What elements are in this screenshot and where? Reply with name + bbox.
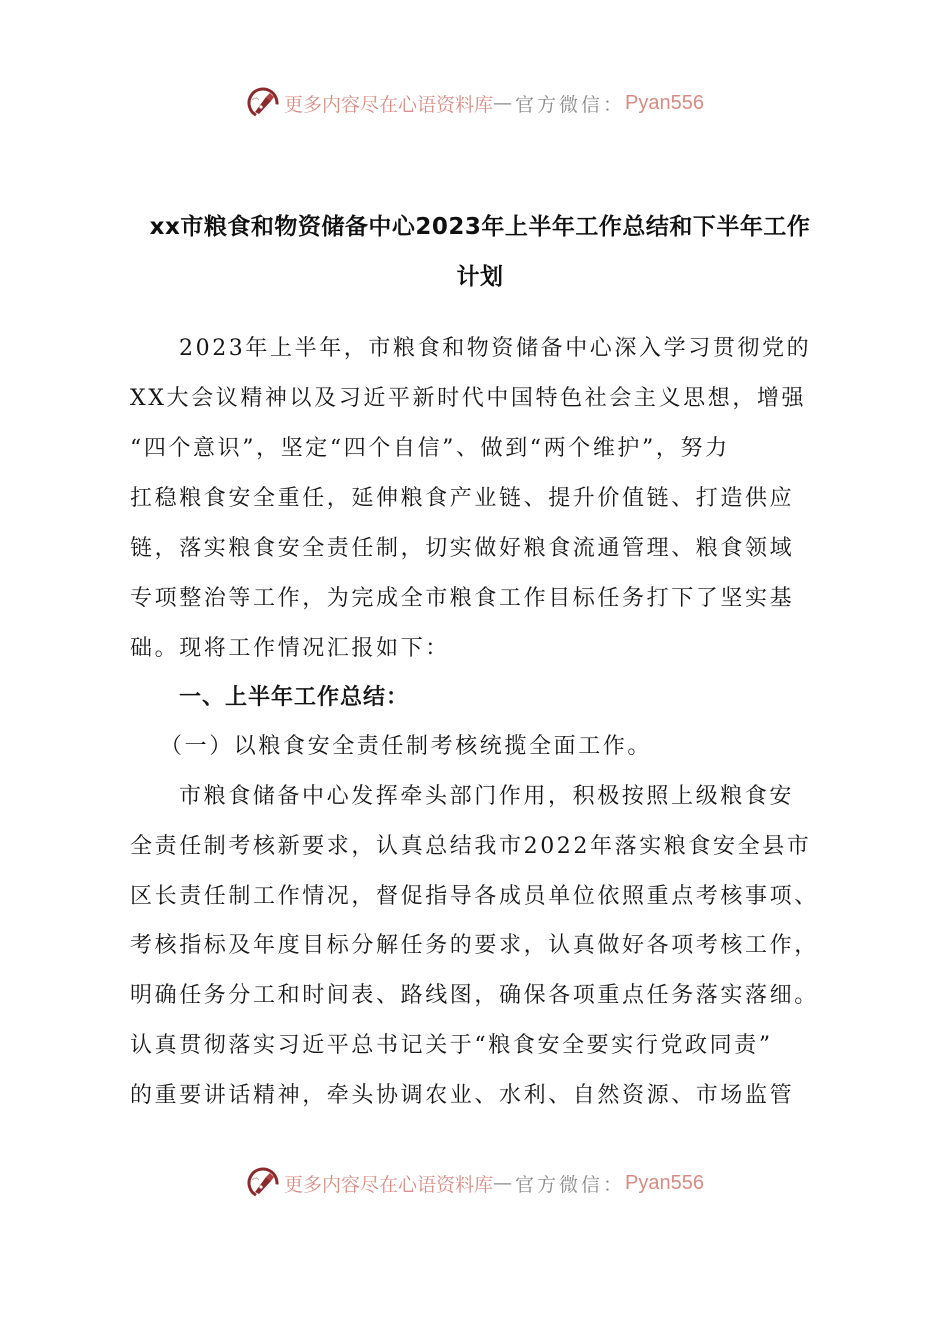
watermark-label: 官方微信： bbox=[515, 93, 626, 116]
body-line: 的重要讲话精神，牵头协调农业、水利、自然资源、市场监管 bbox=[130, 1083, 795, 1108]
body-line: 全责任制考核新要求，认真总结我市2022年落实粮食安全县市 bbox=[130, 834, 812, 859]
body-line: 考核指标及年度目标分解任务的要求，认真做好各项考核工作， bbox=[130, 933, 819, 958]
watermark-dash: — bbox=[493, 1172, 516, 1194]
document-title-line-1: xx市粮食和物资储备中心2023年上半年工作总结和下半年工作 bbox=[149, 214, 811, 240]
body-line: 市粮食储备中心发挥牵头部门作用，积极按照上级粮食安 bbox=[179, 784, 795, 809]
intro-line: 础。现将工作情况汇报如下： bbox=[130, 636, 450, 661]
pen-nib-logo-icon bbox=[246, 86, 280, 120]
watermark-dash: — bbox=[493, 92, 516, 114]
pen-nib-logo-icon bbox=[246, 1166, 280, 1200]
intro-line: 2023年上半年，市粮食和物资储备中心深入学习贯彻党的 bbox=[179, 336, 812, 361]
section-heading: 一、上半年工作总结： bbox=[179, 685, 410, 710]
subsection-heading: （一）以粮食安全责任制考核统揽全面工作。 bbox=[160, 734, 653, 759]
watermark-main-text: 更多内容尽在心语资料库 bbox=[284, 1173, 494, 1196]
intro-line: 扛稳粮食安全重任，延伸粮食产业链、提升价值链、打造供应 bbox=[130, 486, 795, 511]
body-line: 区长责任制工作情况，督促指导各成员单位依照重点考核事项、 bbox=[130, 884, 819, 909]
watermark-label: 官方微信： bbox=[515, 1173, 626, 1196]
intro-line: “四个意识”，坚定“四个自信”、做到“两个维护”，努力 bbox=[130, 436, 730, 461]
header-watermark bbox=[0, 83, 950, 123]
document-title-line-2: 计划 bbox=[456, 264, 504, 290]
body-line: 明确任务分工和时间表、路线图，确保各项重点任务落实落细。 bbox=[130, 983, 819, 1008]
watermark-main-text: 更多内容尽在心语资料库 bbox=[284, 93, 494, 116]
intro-line: 专项整治等工作，为完成全市粮食工作目标任务打下了坚实基 bbox=[130, 586, 795, 611]
footer-watermark bbox=[0, 1163, 950, 1203]
body-line: 认真贯彻落实习近平总书记关于“粮食安全要实行党政同责” bbox=[130, 1033, 773, 1058]
watermark-code: Pyan556 bbox=[625, 91, 704, 114]
intro-line: 链，落实粮食安全责任制，切实做好粮食流通管理、粮食领域 bbox=[130, 536, 795, 561]
watermark-code: Pyan556 bbox=[625, 1171, 704, 1194]
intro-line: XX大会议精神以及习近平新时代中国特色社会主义思想，增强 bbox=[130, 386, 807, 411]
